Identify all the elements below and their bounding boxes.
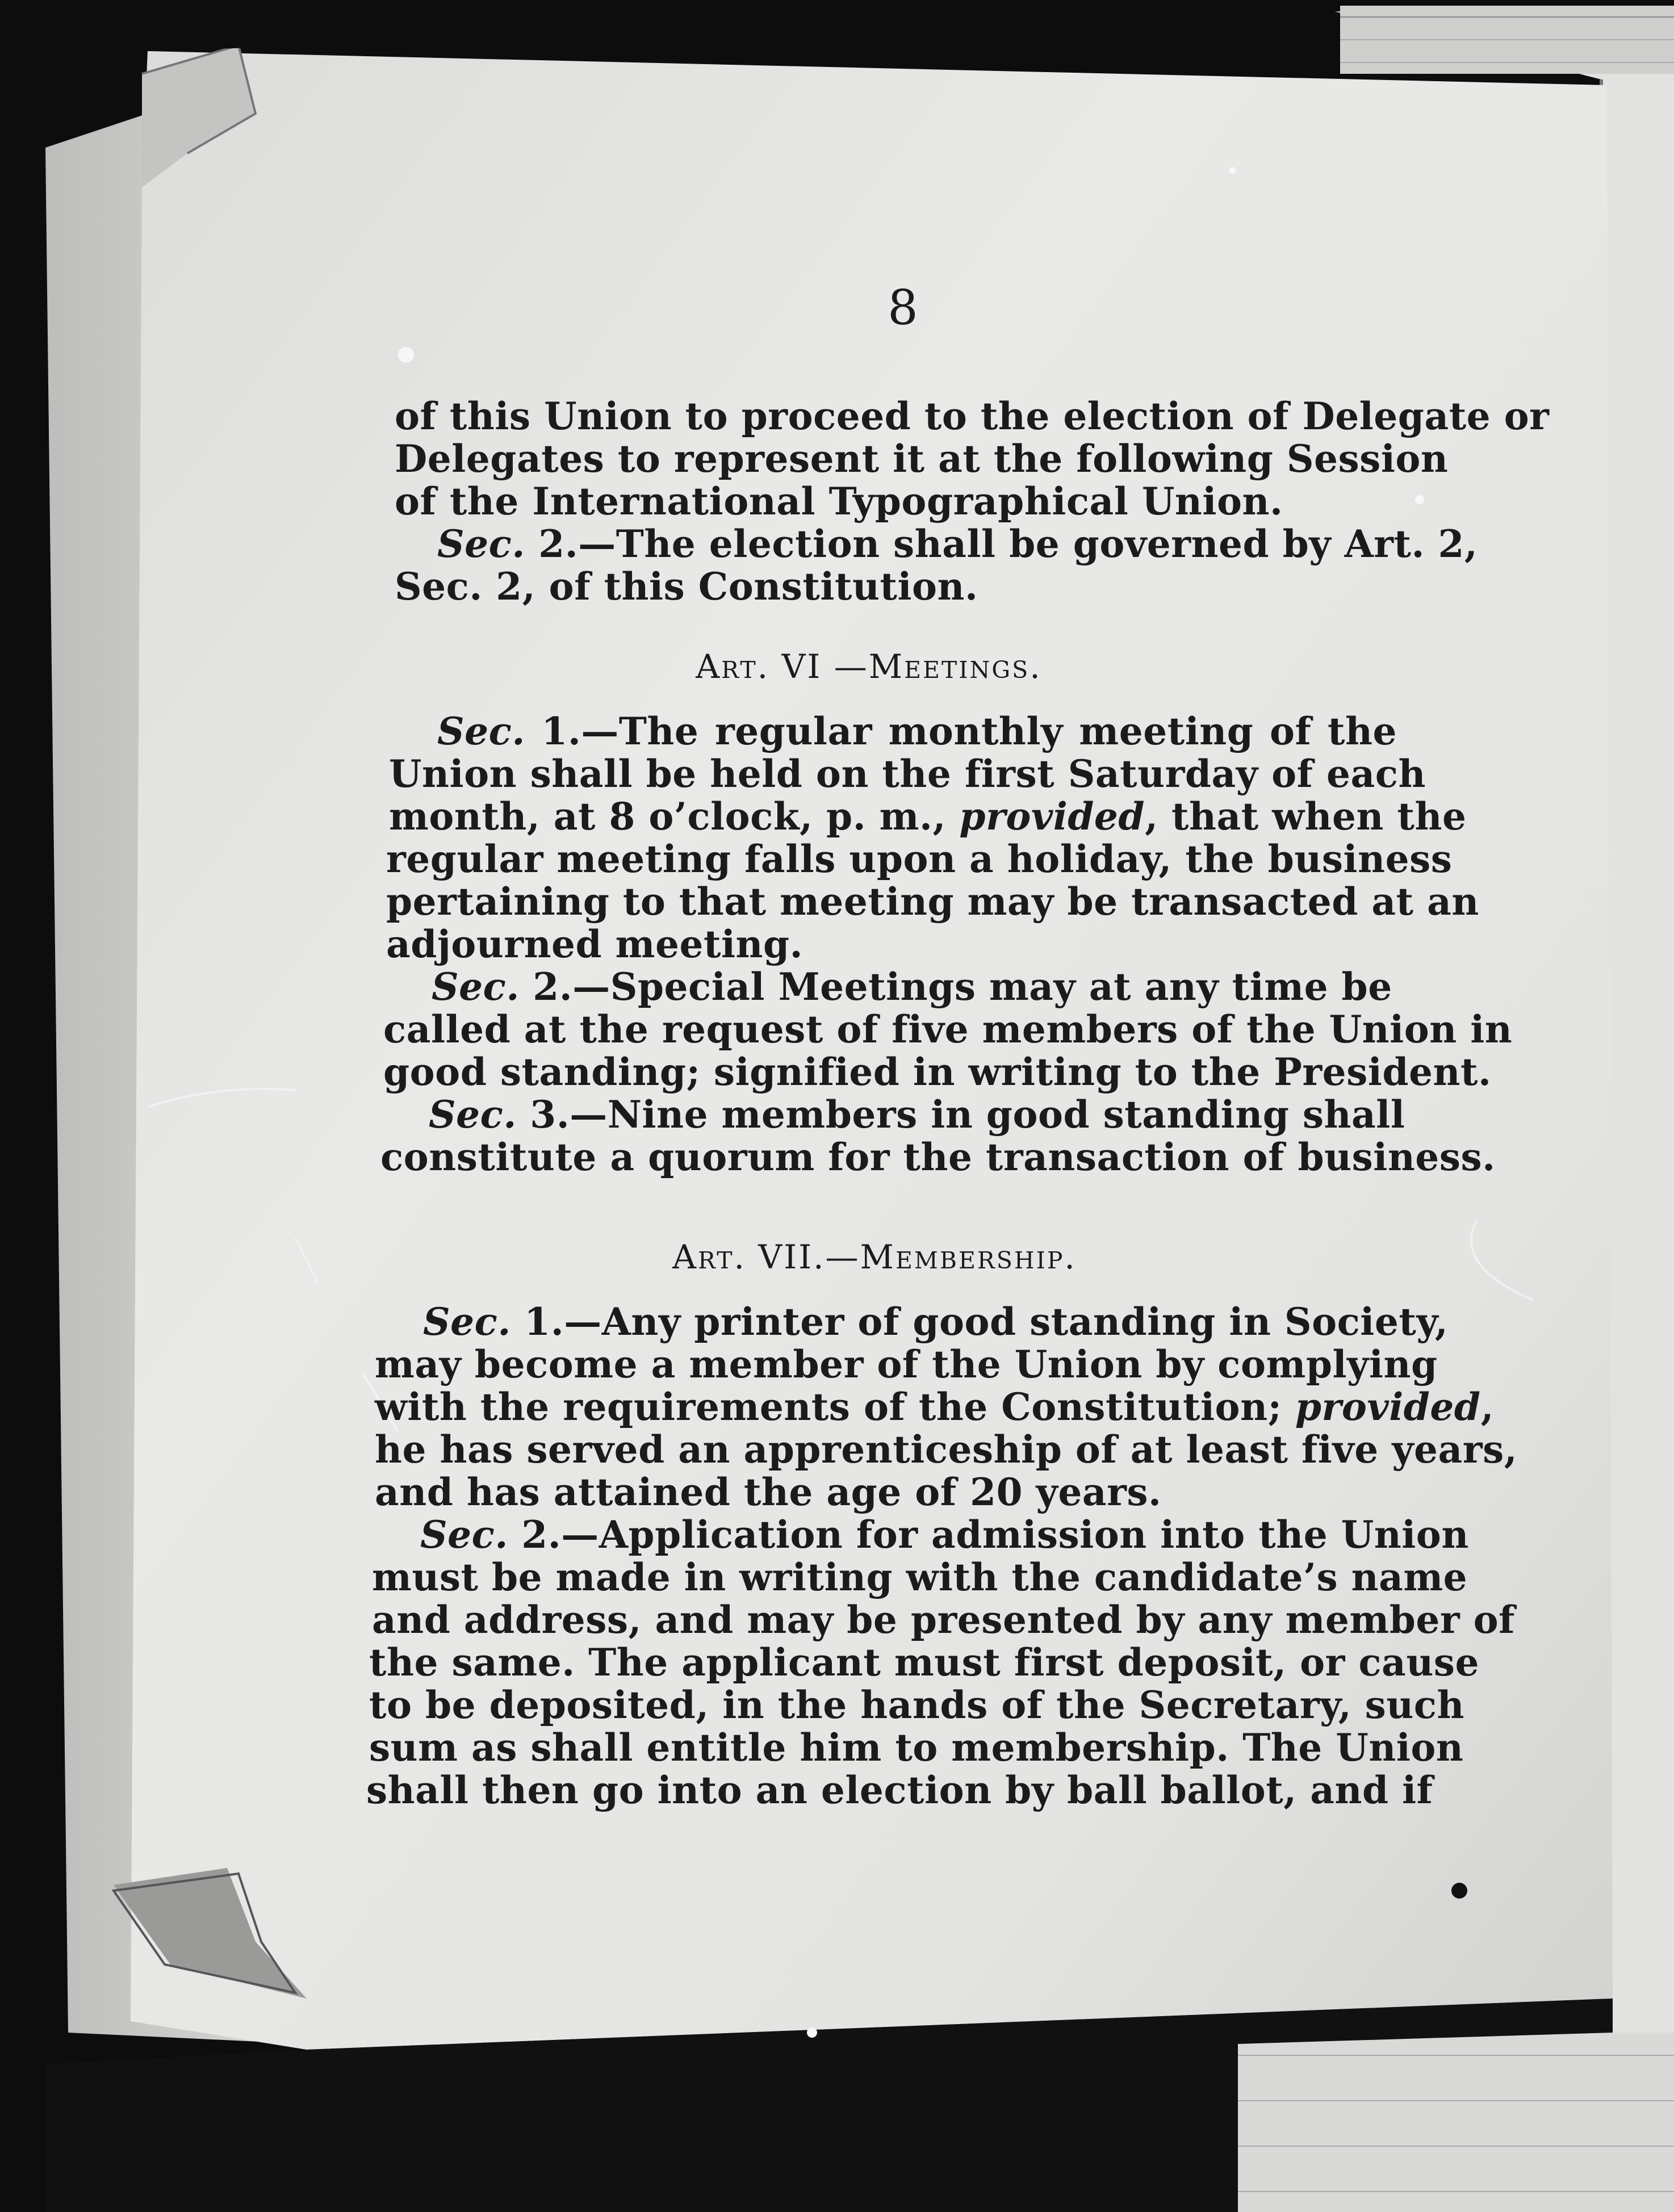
art5-sec2-line-2: Sec. 2, of this Constitution. [395, 564, 978, 609]
art7-sec1-line-5: and has attained the age of 20 years. [375, 1470, 1162, 1514]
art6-sec3-text: 3.—Nine members in good standing shall [516, 1092, 1405, 1137]
continuation-line-3: of the International Typographical Union. [395, 479, 1283, 523]
provided-italic: provided [959, 794, 1145, 839]
sec-label: Sec. [423, 1300, 511, 1344]
art6-sec2-line-2: called at the request of five members of the Union in [383, 1007, 1513, 1051]
art7-sec2-line-1 [420, 1513, 1469, 1557]
art6-sec1-line-4: regular meeting falls upon a holiday, the business [386, 837, 1453, 881]
article-6-heading: Art. VI —Meetings. [696, 647, 1042, 686]
art5-sec2-line-1 [437, 522, 1478, 566]
art6-sec1-line-1 [437, 709, 1397, 753]
art7-sec2-line-2: must be made in writing with the candidate’s name [372, 1555, 1468, 1599]
continuation-line-1: of this Union to proceed to the election of Delegate or [395, 394, 1550, 438]
art7-sec1-line-2: may become a member of the Union by complying [375, 1342, 1438, 1386]
art6-sec1-line-6: adjourned meeting. [386, 922, 803, 966]
art7-sec2-line-7: shall then go into an election by ball ballot, and if [366, 1768, 1433, 1812]
art7-sec1-line-3: with the requirements of the Constitution; provided, [375, 1385, 1495, 1429]
art6-sec1-line-5: pertaining to that meeting may be transacted at an [386, 879, 1479, 924]
art7-sec1-line-4: he has served an apprenticeship of at least five years, [375, 1427, 1518, 1472]
article-7-heading: Art. VII.—Membership. [672, 1238, 1077, 1276]
sec-label: Sec. [432, 965, 520, 1009]
art7-sec2-text: 2.—Application for admission into the Union [508, 1513, 1469, 1557]
art7-sec2-line-3: and address, and may be presented by any member of [372, 1598, 1516, 1642]
art6-sec1-line-2: Union shall be held on the first Saturday of each [389, 752, 1426, 796]
continuation-line-2: Delegates to represent it at the following Session [395, 437, 1449, 481]
art5-sec2-text: 2.—The election shall be governed by Art. 2, [525, 522, 1478, 566]
provided-italic: provided [1295, 1385, 1481, 1429]
art6-sec3-line-2: constitute a quorum for the transaction of business. [380, 1135, 1496, 1179]
art7-sec2-line-5: to be deposited, in the hands of the Secretary, such [369, 1683, 1464, 1727]
art6-sec2-line-1 [432, 965, 1392, 1009]
art7-sec2-line-4: the same. The applicant must first deposit, or cause [369, 1640, 1479, 1685]
art7-sec2-line-6: sum as shall entitle him to membership. The Union [369, 1725, 1464, 1770]
page-number: 8 [888, 280, 918, 336]
art6-sec1-line-3: month, at 8 o’clock, p. m., provided, that when the [389, 794, 1467, 839]
sec-label: Sec. [429, 1092, 517, 1137]
art6-sec2-text: 2.—Special Meetings may at any time be [519, 965, 1392, 1009]
art7-sec1-text: 1.—Any printer of good standing in Society, [510, 1300, 1449, 1344]
art6-sec3-line-1 [429, 1092, 1405, 1137]
art6-sec2-line-3: good standing; signified in writing to the President. [383, 1050, 1492, 1094]
art7-sec1-line-1 [423, 1300, 1449, 1344]
art6-sec1-text: 1.—The regular monthly meeting of the [525, 709, 1397, 753]
sec-label: Sec. [437, 709, 525, 753]
sec-label: Sec. [420, 1513, 508, 1557]
sec-label: Sec. [437, 522, 525, 566]
